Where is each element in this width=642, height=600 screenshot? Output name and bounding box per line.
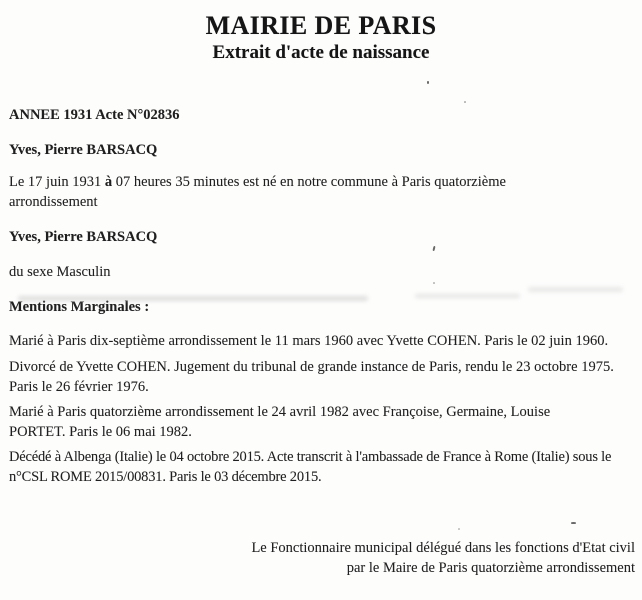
mention-death-2015: Décédé à Albenga (Italie) le 04 octobre 2015. Acte transcrit à l'ambassade de France à Rome (Italie) sous le n°CSL ROME 2015/00831. Paris le 03 décembre 2015.	[9, 449, 612, 485]
mention-marriage-1960: Marié à Paris dix-septième arrondissement le 11 mars 1960 avec Yvette COHEN. Paris le 02 juin 1960.	[9, 333, 609, 349]
mention-divorce-1976: Divorcé de Yvette COHEN. Jugement du tribunal de grande instance de Paris, rendu le 23 octobre 1975. Paris le 26 février 1976.	[9, 359, 614, 395]
scan-speck	[571, 522, 576, 524]
signature-line-2: par le Maire de Paris quatorzième arrondissement	[346, 560, 635, 576]
scan-speck	[427, 81, 429, 84]
sex-line: du sexe Masculin	[9, 264, 111, 280]
scan-speck	[432, 246, 435, 251]
birth-statement-prefix: Le 17 juin 1931	[9, 174, 105, 190]
scan-speck	[433, 282, 435, 284]
signature-block	[0, 538, 642, 578]
birth-statement	[0, 172, 579, 212]
act-reference: ANNEE 1931 Acte N°02836	[9, 107, 180, 123]
mentions-heading: Mentions Marginales :	[9, 299, 150, 315]
scan-smudge	[528, 287, 623, 292]
scan-smudge	[415, 294, 520, 298]
signature-line-1: Le Fonctionnaire municipal délégué dans les fonctions d'Etat civil	[251, 540, 635, 556]
person-name: Yves, Pierre BARSACQ	[9, 142, 158, 158]
person-name-repeat: Yves, Pierre BARSACQ	[9, 229, 158, 245]
document-title: MAIRIE DE PARIS	[205, 11, 437, 40]
scan-speck	[464, 101, 466, 103]
birth-statement-emphasis: à	[104, 174, 113, 190]
mention-marriage-1982: Marié à Paris quatorzième arrondissement le 24 avril 1982 avec Françoise, Germaine, Louise PORTET. Paris le 06 mai 1982.	[9, 404, 551, 440]
birth-statement-suffix: 07 heures 35 minutes est né en notre commune à Paris quatorzième arrondissement	[9, 174, 506, 210]
scan-smudge	[18, 296, 368, 301]
document-subtitle: Extrait d'acte de naissance	[212, 42, 430, 63]
scan-speck	[458, 528, 460, 530]
